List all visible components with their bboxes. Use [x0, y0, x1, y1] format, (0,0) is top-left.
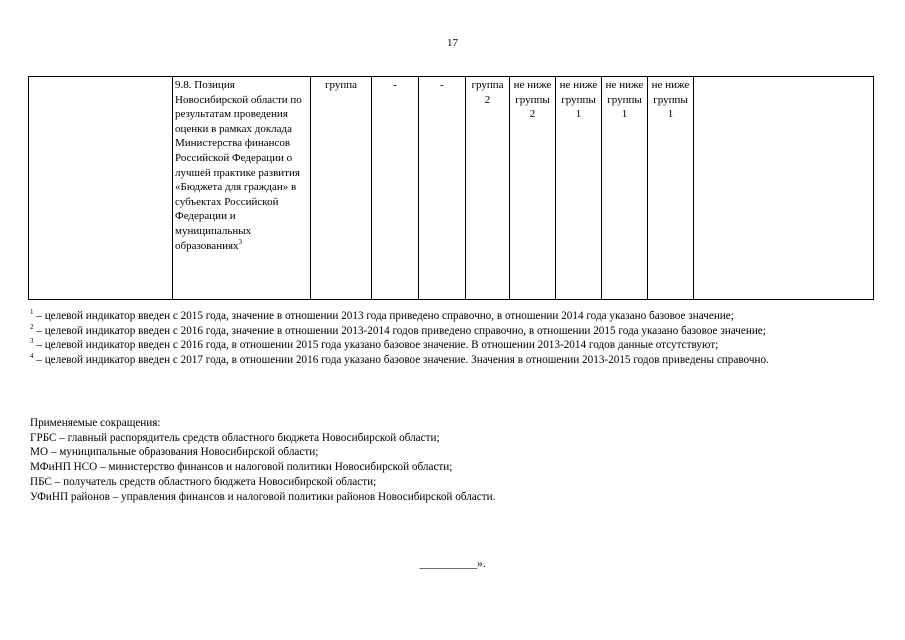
footnote-mark: 2: [30, 322, 34, 331]
abbreviation-item: МФиНП НСО – министерство финансов и налоговой политики Новосибирской области;: [30, 461, 453, 474]
value-cell: не ниже группы 1: [648, 77, 694, 300]
value-cell: не ниже группы 1: [556, 77, 602, 300]
indicator-table: [28, 76, 874, 300]
footnote-mark: 1: [30, 308, 34, 316]
unit-cell: группа: [311, 77, 372, 300]
footnote-text: – целевой индикатор введен с 2016 года, в отношении 2015 года указано базовое значение. В отношении 2013-2014 годов данные отсутствуют;: [33, 339, 719, 352]
abbreviations: [30, 416, 875, 504]
abbreviation-item: УФиНП районов – управления финансов и налоговой политики районов Новосибирской области.: [30, 490, 496, 503]
notes-cell: [694, 77, 874, 300]
table-row: [29, 77, 874, 300]
indicator-name: 9.8. Позиция Новосибирской области по результатам проведения оценки в рамках доклада Министерства финансов Российской Федерации о лучшей практике развития «Бюджета для граждан» в субъектах Российской Федерации и муниципальных образованиях: [175, 79, 302, 252]
footnote: [30, 309, 875, 324]
value-cell: -: [372, 77, 419, 300]
closing-mark: __________».: [419, 558, 486, 570]
indicator-name-cell: [173, 77, 311, 300]
page-number: 17: [447, 37, 458, 49]
footnote: [30, 353, 875, 368]
abbreviation-item: МО – муниципальные образования Новосибирской области;: [30, 446, 319, 459]
value-cell: не ниже группы 1: [602, 77, 648, 300]
footnote-text: – целевой индикатор введен с 2015 года, значение в отношении 2013 года приведено справочно, в отношении 2014 года указано базовое значение;: [33, 310, 734, 322]
footnote-mark: 4: [30, 352, 34, 361]
table-cell-empty: [29, 77, 173, 300]
abbreviations-heading: Применяемые сокращения:: [30, 417, 161, 429]
footnote: [30, 338, 875, 353]
abbreviation-item: ПБС – получатель средств областного бюджета Новосибирской области;: [30, 475, 377, 488]
footnote-mark: 3: [30, 337, 34, 346]
footnote: [30, 324, 875, 339]
value-cell: не ниже группы 2: [510, 77, 556, 300]
value-cell: группа 2: [466, 77, 510, 300]
value-cell: -: [419, 77, 466, 300]
footnote-text: – целевой индикатор введен с 2017 года, в отношении 2016 года указано базовое значение. Значения в отношении 2013-2015 годов приведены справочно.: [33, 354, 769, 367]
footnote-text: – целевой индикатор введен с 2016 года, значение в отношении 2013-2014 годов приведено справочно, в отношении 2015 года указано базовое значение;: [33, 324, 766, 337]
abbreviation-item: ГРБС – главный распорядитель средств областного бюджета Новосибирской области;: [30, 431, 440, 444]
footnote-ref: 3: [238, 237, 243, 246]
footnotes: [30, 309, 875, 368]
